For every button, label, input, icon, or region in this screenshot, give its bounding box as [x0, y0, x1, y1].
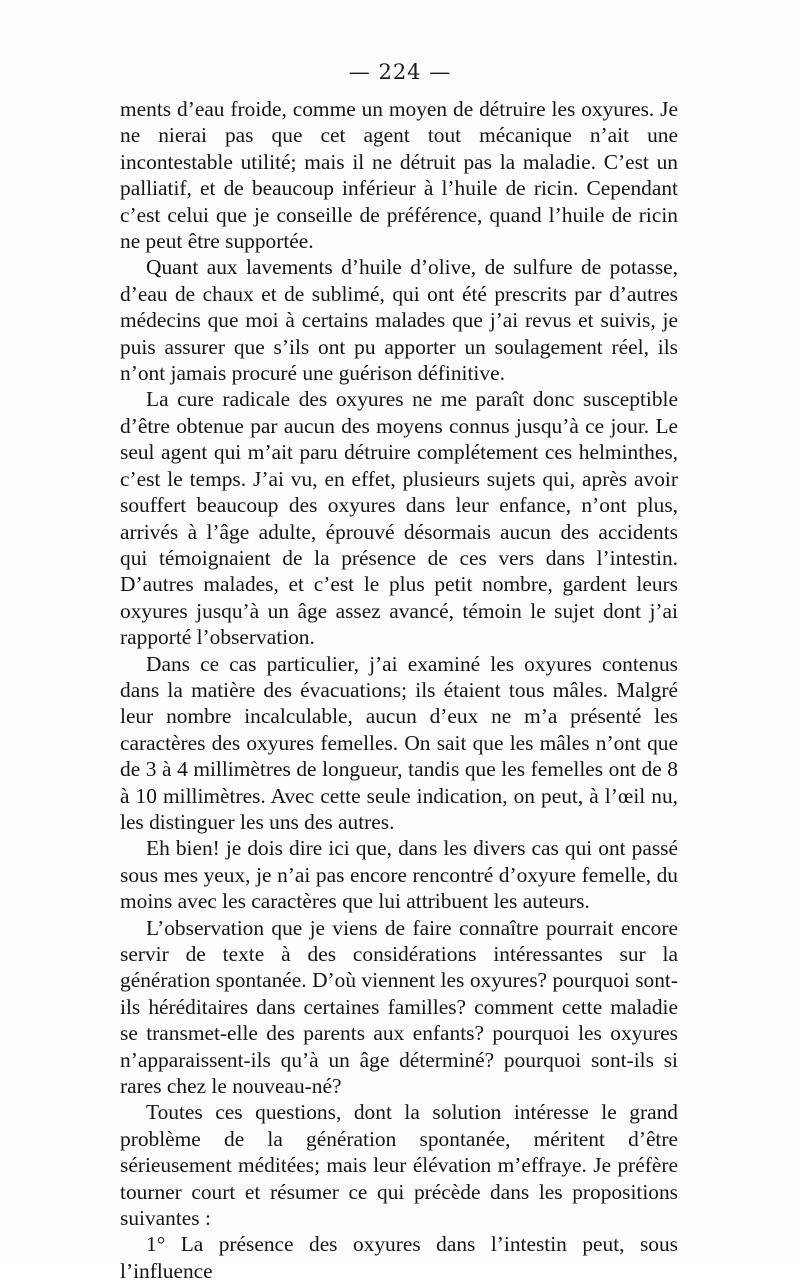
body-text — [120, 96, 678, 1284]
paragraph-7: Toutes ces questions, dont la solution intéresse le grand problème de la génération spontanée, méritent d’être sérieusement méditées; mais leur élévation m’effraye. Je préfère tourner court et résumer ce qui précède dans les propositions suivantes : — [120, 1100, 678, 1231]
paragraph-8: 1° La présence des oxyures dans l’intestin peut, sous l’influence — [120, 1232, 678, 1283]
page-number: — 224 — — [348, 60, 452, 84]
paragraph-6: L’observation que je viens de faire connaître pourrait encore servir de texte à des considérations intéressantes sur la génération spontanée. D’où viennent les oxyures? pourquoi sont-ils héréditaires dans certaines familles? comment cette maladie se transmet-elle des parents aux enfants? pourquoi les oxyures n’apparaissent-ils qu’à un âge déterminé? pourquoi sont-ils si rares chez le nouveau-né? — [120, 915, 678, 1099]
paragraph-2: Quant aux lavements d’huile d’olive, de sulfure de potasse, d’eau de chaux et de sublimé, qui ont été prescrits par d’autres médecins que moi à certains malades que j’ai revus et suivis, je puis assurer que s’ils ont pu apporter un soulagement réel, ils n’ont jamais procuré une guérison définitive. — [120, 255, 678, 386]
paragraph-4: Dans ce cas particulier, j’ai examiné les oxyures contenus dans la matière des évacuations; ils étaient tous mâles. Malgré leur nombre incalculable, aucun d’eux ne m’a présenté les caractères des oxyures femelles. On sait que les mâles n’ont que de 3 à 4 millimètres de longueur, tandis que les femelles ont de 8 à 10 millimètres. Avec cette seule indication, on peut, à l’œil nu, les distinguer les uns des autres. — [120, 651, 678, 834]
paragraph-1: ments d’eau froide, comme un moyen de détruire les oxyures. Je ne nierai pas que cet agent tout mécanique n’ait une incontestable utilité; mais il ne détruit pas la maladie. C’est un palliatif, et de beaucoup inférieur à l’huile de ricin. Cependant c’est celui que je conseille de préférence, quand l’huile de ricin ne peut être supportée. — [120, 97, 678, 254]
paragraph-3: La cure radicale des oxyures ne me paraît donc susceptible d’être obtenue par aucun des moyens connus jusqu’à ce jour. Le seul agent qui m’ait paru détruire complétement ces helminthes, c’est le temps. J’ai vu, en effet, plusieurs sujets qui, après avoir souffert beaucoup des oxyures dans leur enfance, n’ont plus, arrivés à l’âge adulte, éprouvé désormais aucun des accidents qui témoignaient de la présence de ces vers dans l’intestin. D’autres malades, et c’est le plus petit nombre, gardent leurs oxyures jusqu’à un âge assez avancé, témoin le sujet dont j’ai rapporté l’observation. — [120, 387, 678, 650]
paragraph-5: Eh bien! je dois dire ici que, dans les divers cas qui ont passé sous mes yeux, je n’ai pas encore rencontré d’oxyure femelle, du moins avec les caractères que lui attribuent les auteurs. — [120, 836, 678, 914]
